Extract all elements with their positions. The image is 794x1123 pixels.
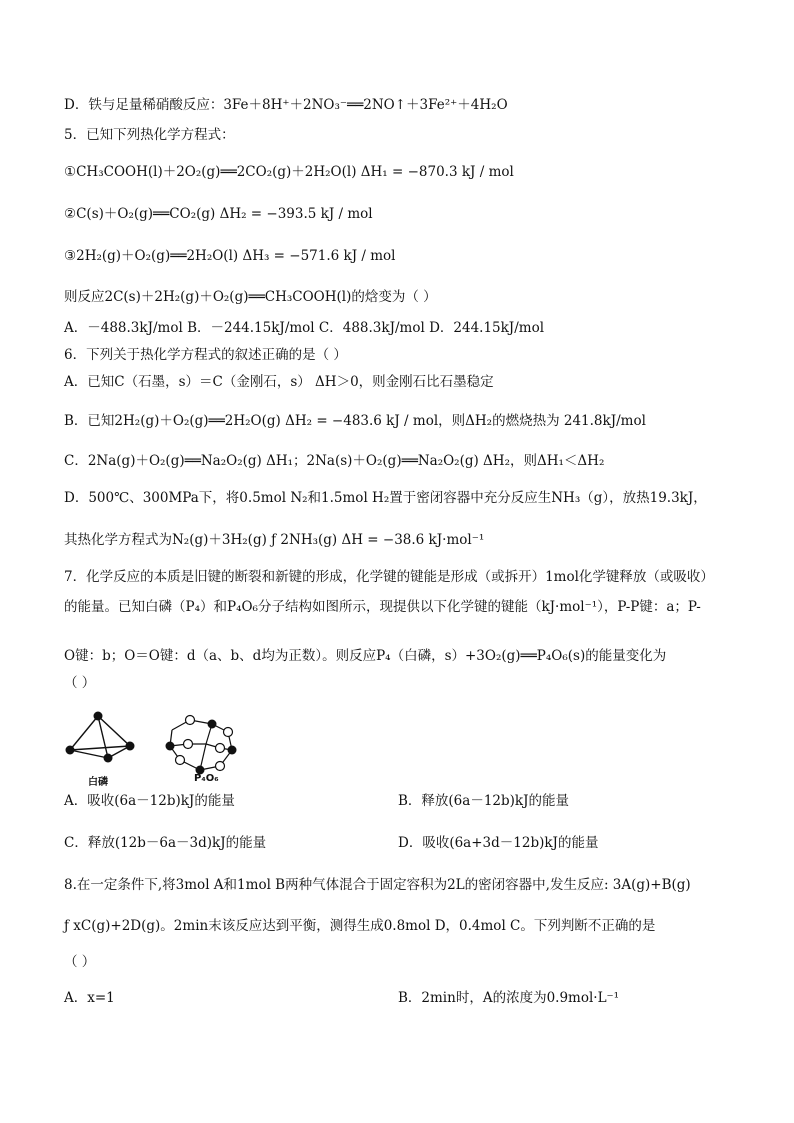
text-line: A．已知C（石墨，s）＝C（金刚石，s） ΔH＞0，则金刚石比石墨稳定 (64, 374, 494, 390)
text-line: A．－488.3kJ/mol B．－244.15kJ/mol C．488.3kJ/mol D．244.15kJ/mol (64, 320, 545, 336)
white-phosphorus-diagram (70, 716, 130, 758)
text-line: B．已知2H₂(g)＋O₂(g)══2H₂O(g) ΔH₂ = −483.6 kJ / mol，则ΔH₂的燃烧热为 241.8kJ/mol (64, 413, 646, 429)
text-line: ƒ xC(g)+2D(g)。2min末该反应达到平衡，测得生成0.8mol D，0.4mol C。下列判断不正确的是 (64, 918, 656, 934)
text-line: 5．已知下列热化学方程式： (64, 127, 235, 143)
text-line: ①CH₃COOH(l)＋2O₂(g)══2CO₂(g)＋2H₂O(l) ΔH₁ = −870.3 kJ / mol (64, 164, 514, 180)
option-line: B．释放(6a－12b)kJ的能量 (398, 793, 570, 809)
text-line: D．铁与足量稀硝酸反应：3Fe＋8H⁺＋2NO₃⁻══2NO↑＋3Fe²⁺＋4H₂O (64, 97, 508, 113)
text-line: C．释放(12b－6a－3d)kJ的能量 (64, 835, 267, 851)
text-line: A．x=1 (64, 990, 115, 1006)
text-line: C．2Na(g)＋O₂(g)══Na₂O₂(g) ΔH₁；2Na(s)＋O₂(g)══Na₂O₂(g) ΔH₂，则ΔH₁＜ΔH₂ (64, 453, 605, 469)
option-line: D．吸收(6a+3d－12b)kJ的能量 (398, 835, 599, 851)
text-line: 其热化学方程式为N₂(g)＋3H₂(g) ƒ 2NH₃(g) ΔH = −38.6 kJ·mol⁻¹ (64, 532, 485, 548)
white-phosphorus-caption: 白磷 (88, 777, 108, 788)
text-line: A．吸收(6a－12b)kJ的能量 (64, 793, 235, 809)
text-line: ②C(s)＋O₂(g)══CO₂(g) ΔH₂ = −393.5 kJ / mol (64, 206, 373, 222)
text-line: 的能量。已知白磷（P₄）和P₄O₆分子结构如图所示，现提供以下化学键的键能（kJ·mol⁻¹），P-P键：a；P- (64, 599, 701, 615)
text-line: 6．下列关于热化学方程式的叙述正确的是（ ） (64, 347, 347, 363)
text-line: 则反应2C(s)＋2H₂(g)＋O₂(g)══CH₃COOH(l)的焓变为（ ） (64, 289, 437, 305)
text-line: 7．化学反应的本质是旧键的断裂和新键的形成，化学键的键能是形成（或拆开）1mol化学键释放（或吸收） (64, 569, 714, 585)
option-line: B．2min时，A的浓度为0.9mol·L⁻¹ (398, 990, 620, 1006)
text-line: （ ） (64, 675, 96, 691)
text-line: D．500℃、300MPa下，将0.5mol N₂和1.5mol H₂置于密闭容器中充分反应生NH₃（g），放热19.3kJ， (64, 490, 707, 506)
text-line: O键：b；O＝O键：d（a、b、d均为正数）。则反应P₄（白磷，s）+3O₂(g)══P₄O₆(s)的能量变化为 (64, 648, 667, 664)
text-line: （ ） (64, 954, 96, 970)
text-line: 8.在一定条件下,将3mol A和1mol B两种气体混合于固定容积为2L的密闭容器中,发生反应: 3A(g)+B(g) (64, 877, 691, 893)
text-line: ③2H₂(g)＋O₂(g)══2H₂O(l) ΔH₃ = −571.6 kJ / mol (64, 248, 396, 264)
p4o6-caption: P₄O₆ (194, 773, 219, 784)
